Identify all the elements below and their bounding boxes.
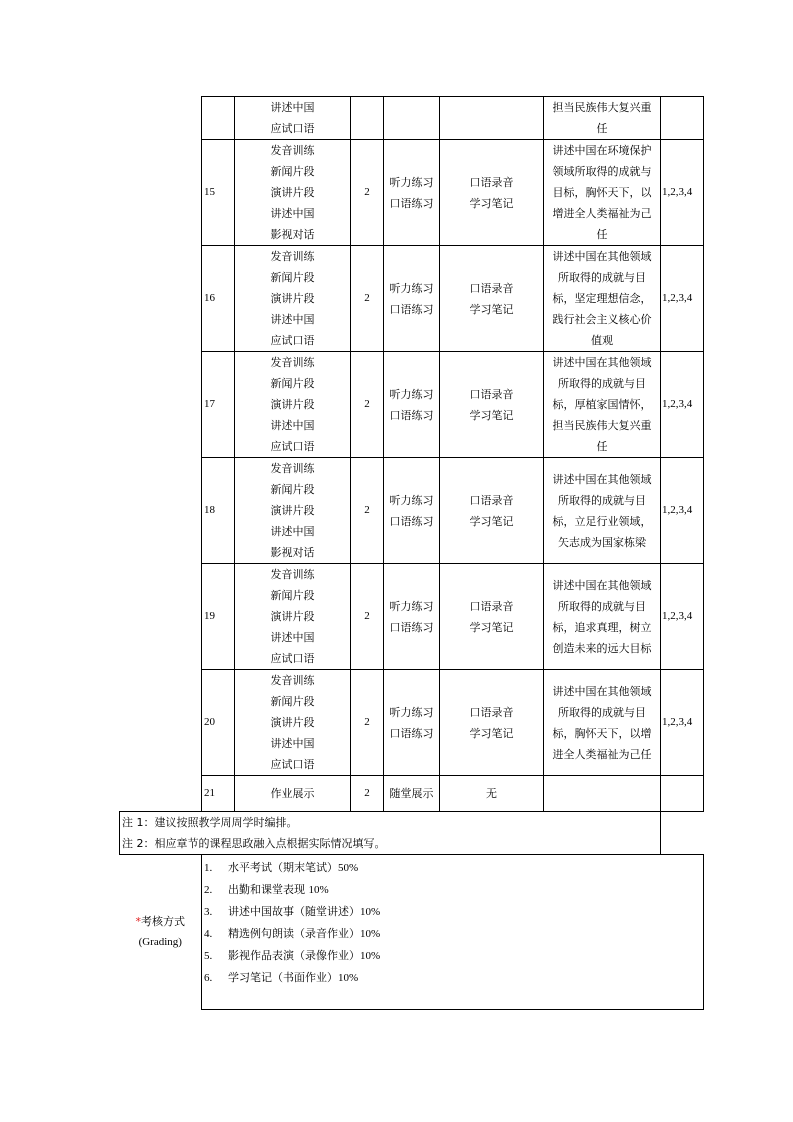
grading-label-cell: [120, 855, 202, 1010]
grading-item: 4. 精选例句朗读（录音作业）10%: [204, 927, 381, 940]
homework-cell: 口语录音 学习笔记: [440, 458, 544, 564]
week-cell: 17: [202, 352, 235, 458]
grading-item: 2. 出勤和课堂表现 10%: [204, 883, 329, 896]
week-cell: 21: [202, 776, 235, 812]
grading-list-cell: [202, 855, 704, 1010]
week-cell: 20: [202, 670, 235, 776]
grading-title: *考核方式: [135, 915, 185, 929]
content-cell: 发音训练 新闻片段 演讲片段 讲述中国 影视对话: [235, 458, 351, 564]
homework-cell: 无: [440, 776, 544, 812]
grading-row: [120, 855, 704, 1010]
schedule-row: [120, 140, 704, 246]
method-cell: 听力练习 口语练习: [384, 670, 440, 776]
objective-cell: 讲述中国在其他领域 所取得的成就与目 标，厚植家国情怀， 担当民族伟大复兴重 任: [544, 352, 661, 458]
content-cell: 讲述中国 应试口语: [235, 97, 351, 140]
objective-cell: 讲述中国在其他领域 所取得的成就与目 标，胸怀天下，以增 进全人类福祉为己任: [544, 670, 661, 776]
content-cell: 发音训练 新闻片段 演讲片段 讲述中国 应试口语: [235, 352, 351, 458]
objective-cell: 讲述中国在环境保护 领域所取得的成就与 目标，胸怀天下，以 增进全人类福祉为己 任: [544, 140, 661, 246]
notes-row: [120, 812, 704, 855]
method-cell: 听力练习 口语练习: [384, 564, 440, 670]
hours-cell: [351, 97, 384, 140]
homework-cell: 口语录音 学习笔记: [440, 670, 544, 776]
objective-cell: 讲述中国在其他领域 所取得的成就与目 标，立足行业领域， 矢志成为国家栋梁: [544, 458, 661, 564]
grading-item: 1. 水平考试（期末笔试）50%: [204, 861, 359, 874]
achievement-cell: [661, 776, 704, 812]
hours-cell: 2: [351, 670, 384, 776]
achievement-cell: 1,2,3,4: [661, 352, 704, 458]
note-line: 注 2：相应章节的课程思政融入点根据实际情况填写。: [122, 837, 386, 850]
hours-cell: 2: [351, 458, 384, 564]
required-mark: *: [135, 915, 141, 929]
objective-cell: 讲述中国在其他领域 所取得的成就与目 标，追求真理，树立 创造未来的远大目标: [544, 564, 661, 670]
homework-cell: 口语录音 学习笔记: [440, 352, 544, 458]
homework-cell: 口语录音 学习笔记: [440, 246, 544, 352]
method-cell: [384, 97, 440, 140]
syllabus-table: [119, 96, 704, 1010]
achievement-cell: 1,2,3,4: [661, 564, 704, 670]
hours-cell: 2: [351, 246, 384, 352]
hours-cell: 2: [351, 140, 384, 246]
grading-item: 3. 讲述中国故事（随堂讲述）10%: [204, 905, 381, 918]
content-cell: 发音训练 新闻片段 演讲片段 讲述中国 应试口语: [235, 246, 351, 352]
content-cell: 作业展示: [235, 776, 351, 812]
schedule-row: [120, 776, 704, 812]
week-cell: 15: [202, 140, 235, 246]
week-cell: 18: [202, 458, 235, 564]
homework-cell: 口语录音 学习笔记: [440, 140, 544, 246]
note-line: 注 1：建议按照教学周周学时编排。: [122, 816, 298, 829]
notes-cell: [120, 812, 661, 855]
method-cell: 随堂展示: [384, 776, 440, 812]
schedule-row: [120, 352, 704, 458]
grading-item: 6. 学习笔记（书面作业）10%: [204, 971, 359, 984]
week-cell: 16: [202, 246, 235, 352]
grading-title-en: (Grading): [138, 936, 182, 949]
method-cell: 听力练习 口语练习: [384, 246, 440, 352]
achievement-cell: 1,2,3,4: [661, 246, 704, 352]
homework-cell: 口语录音 学习笔记: [440, 564, 544, 670]
left-blank-cell: [120, 97, 202, 812]
schedule-row-continued: [120, 97, 704, 140]
hours-cell: 2: [351, 352, 384, 458]
objective-cell: 担当民族伟大复兴重 任: [544, 97, 661, 140]
achievement-cell: 1,2,3,4: [661, 140, 704, 246]
grading-item: 5. 影视作品表演（录像作业）10%: [204, 949, 381, 962]
schedule-row: [120, 670, 704, 776]
content-cell: 发音训练 新闻片段 演讲片段 讲述中国 应试口语: [235, 564, 351, 670]
schedule-row: [120, 458, 704, 564]
week-cell: 19: [202, 564, 235, 670]
method-cell: 听力练习 口语练习: [384, 140, 440, 246]
hours-cell: 2: [351, 776, 384, 812]
week-cell: [202, 97, 235, 140]
hours-cell: 2: [351, 564, 384, 670]
achievement-cell: 1,2,3,4: [661, 458, 704, 564]
objective-cell: 讲述中国在其他领域 所取得的成就与目 标，坚定理想信念， 践行社会主义核心价 值观: [544, 246, 661, 352]
method-cell: 听力练习 口语练习: [384, 352, 440, 458]
content-cell: 发音训练 新闻片段 演讲片段 讲述中国 影视对话: [235, 140, 351, 246]
schedule-row: [120, 564, 704, 670]
objective-cell: [544, 776, 661, 812]
content-cell: 发音训练 新闻片段 演讲片段 讲述中国 应试口语: [235, 670, 351, 776]
schedule-row: [120, 246, 704, 352]
homework-cell: [440, 97, 544, 140]
achievement-cell: 1,2,3,4: [661, 670, 704, 776]
method-cell: 听力练习 口语练习: [384, 458, 440, 564]
achievement-cell: [661, 97, 704, 140]
